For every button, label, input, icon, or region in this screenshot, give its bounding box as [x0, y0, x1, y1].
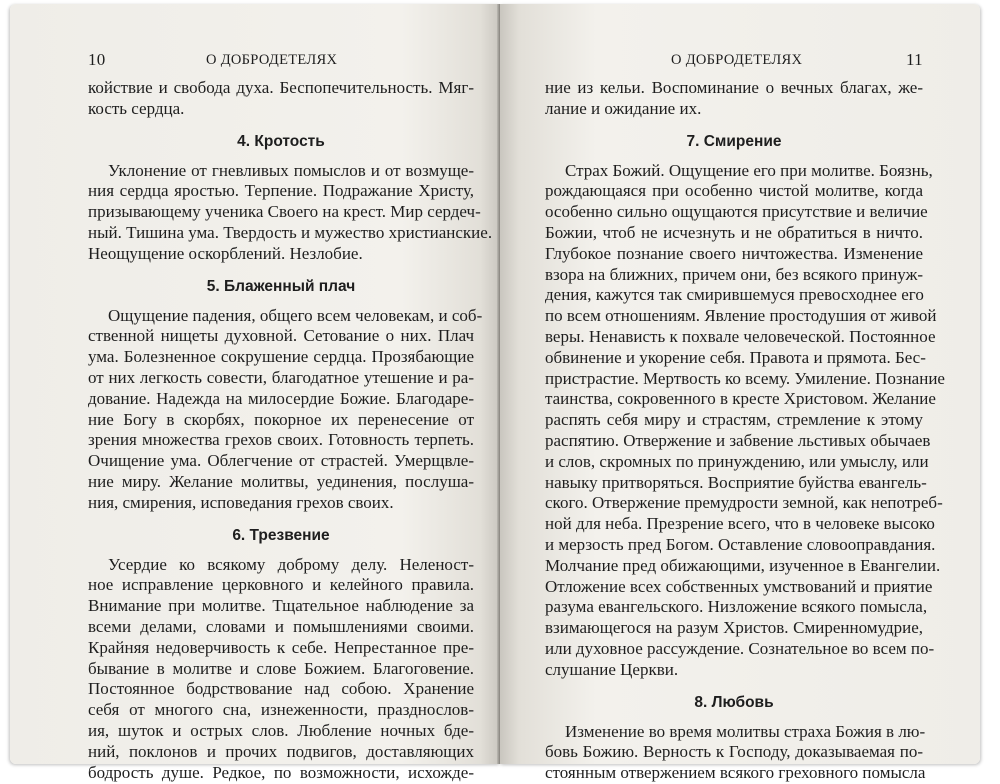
text-line: бодрость душе. Редкое, по возможности, исхожде-: [88, 762, 474, 782]
text-line: ний, поклонов и прочих подвигов, доставляющих: [88, 741, 474, 761]
right-page: [500, 4, 980, 783]
right-page-text: [545, 78, 945, 784]
text-line: Уклонение от гневливых помыслов и от возмуще-: [108, 160, 474, 180]
text-line: ума. Болезненное сокрушение сердца. Прозябающие: [88, 347, 474, 367]
text-line: и мерзость пред Богом. Оставление словооправдания.: [545, 534, 936, 554]
text-line: Отложение всех собственных умствований и приятие: [545, 576, 933, 596]
text-line: Глубокое познание своего ничтожества. Изменение: [545, 243, 923, 263]
text-line: взимающегося на разум Христов. Смиренномудрие,: [545, 618, 923, 638]
text-line: Молчание пред обижающими, изученное в Евангелии.: [545, 555, 941, 575]
text-line: ния, смирения, исповедания грехов своих.: [88, 492, 394, 512]
running-title: О ДОБРОДЕТЕЛЯХ: [206, 52, 338, 68]
section-heading-4: 4. Кротость: [237, 132, 325, 150]
left-page: [10, 4, 500, 782]
section-heading-7: 7. Смирение: [686, 132, 782, 150]
text-line: себя от многого сна, изнеженности, празднослов-: [88, 700, 474, 720]
section-heading-8: 8. Любовь: [694, 693, 774, 711]
text-line: Неощущение оскорблений. Незлобие.: [88, 243, 363, 263]
text-line: койствие и свобода духа. Беспопечительность. Мяг-: [88, 78, 474, 97]
text-line: ского. Отвержение премудрости земной, как непотреб-: [545, 493, 943, 513]
text-line: призывающему ученика Своего на крест. Мир сердеч-: [88, 202, 481, 222]
section-heading-5: 5. Блаженный плач: [206, 277, 356, 295]
text-line: всеми делами, словами и помышлениями своими.: [88, 616, 474, 636]
text-line: Изменение во время молитвы страха Божия в лю-: [565, 721, 926, 741]
running-title: О ДОБРОДЕТЕЛЯХ: [671, 52, 803, 68]
text-line: навыку притворяться. Восприятие буйства евангель-: [545, 472, 927, 492]
text-line: или духовное рассуждение. Сознательное во всем по-: [545, 638, 935, 658]
text-line: Крайняя недоверчивость к себе. Непрестанное пре-: [88, 637, 474, 657]
text-line: ние Богу в скорбях, покорное их перенесение от: [88, 409, 474, 429]
left-page-body: [88, 50, 493, 783]
text-line: зрения множества грехов своих. Готовность терпеть.: [88, 430, 474, 450]
text-line: Постоянное бодрствование над собою. Хранение: [88, 679, 474, 699]
text-line: бывание в молитве и слове Божием. Благоговение.: [88, 658, 474, 678]
text-line: особенно сильно ощущаются присутствие и величие: [545, 202, 928, 222]
text-line: слушание Церкви.: [545, 659, 679, 679]
right-page-body: [545, 50, 945, 784]
text-line: распятию. Отвержение и забвение льстивых обычаев: [545, 430, 931, 450]
text-line: обвинение и укорение себя. Правота и прямота. Бес-: [545, 347, 926, 367]
text-line: лание и ожидание их.: [545, 98, 702, 118]
text-line: таинства, сокровенного в кресте Христовом. Желание: [545, 389, 936, 409]
text-line: распять себя миру и страстям, стремление к этому: [545, 410, 923, 430]
page-number: 10: [88, 50, 106, 69]
text-line: ия, шуток и острых слов. Люблениe ночных бде-: [88, 720, 474, 740]
text-line: от них легкость совести, благодатное утешение и ра-: [88, 367, 474, 387]
section-heading-6: 6. Трезвение: [232, 526, 330, 544]
left-page-text: [88, 78, 493, 783]
text-line: Ощущение падения, общего всем человекам, и соб-: [108, 305, 483, 325]
text-line: ный. Тишина ума. Твердость и мужество христианские.: [88, 222, 493, 242]
text-line: и слов, скромных по принуждению, или умыслу, или: [545, 451, 929, 471]
text-line: Очищение ума. Облегчение от страстей. Умерщвле-: [88, 451, 474, 471]
text-line: бовь Божию. Верность к Господу, доказываемая по-: [545, 742, 923, 762]
text-line: ственной нищеты духовной. Сетование о них. Плач: [88, 326, 474, 346]
text-line: рождающаяся при особенно чистой молитве, когда: [545, 181, 923, 201]
text-line: дование. Надежда на милосердие Божие. Благодаре-: [88, 388, 474, 408]
text-line: взора на ближних, причем они, без всякого принуж-: [545, 264, 923, 284]
text-line: дения, кажутся так смирившемуся превосходнее его: [545, 285, 924, 305]
text-line: ной для неба. Презрение всего, что в человеке высоко: [545, 514, 935, 534]
text-line: Божии, чтоб не исчезнуть и не обратиться в ничто.: [545, 222, 923, 242]
text-line: ния сердца яростью. Терпение. Подражание Христу,: [88, 181, 474, 201]
page-number: 11: [906, 50, 923, 69]
text-line: стоянным отвержением всякого греховного помысла: [545, 763, 926, 783]
right-page-header: [545, 50, 923, 78]
text-line: Усердие ко всякому доброму делу. Неленост-: [108, 554, 474, 574]
text-line: кость сердца.: [88, 98, 185, 118]
text-line: Страх Божий. Ощущение его при молитве. Боязнь,: [565, 160, 933, 180]
text-line: ние миру. Желание молитвы, уединения, послуша-: [88, 471, 474, 491]
left-page-header: [88, 50, 474, 78]
text-line: Внимание при молитве. Тщательное наблюдение за: [88, 596, 474, 616]
text-line: ние из кельи. Воспоминание о вечных благах, же-: [545, 78, 923, 97]
text-line: веры. Ненависть к похвале человеческой. Постоянное: [545, 326, 936, 346]
text-line: пристрастие. Мертвость ко всему. Умиление. Познание: [545, 368, 945, 388]
text-line: разума евангельского. Низложение всякого помысла,: [545, 597, 928, 617]
text-line: ное исправление церковного и келейного правила.: [88, 575, 474, 595]
text-line: по всем отношениям. Явление простодушия от живой: [545, 306, 937, 326]
